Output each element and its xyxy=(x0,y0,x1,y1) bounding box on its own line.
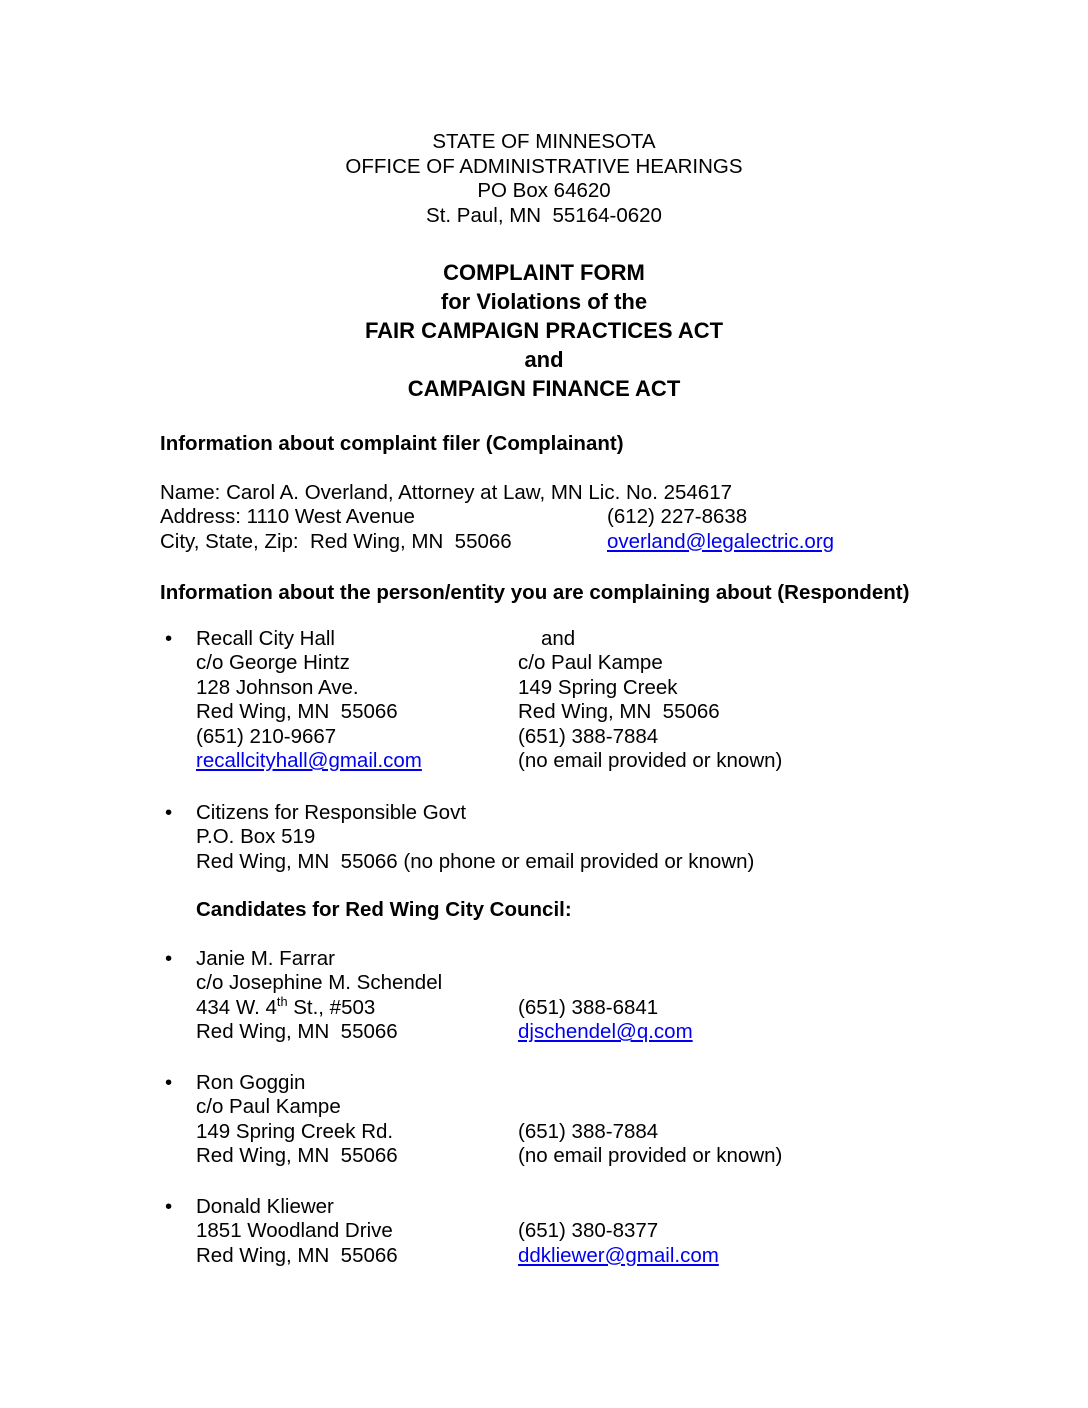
complainant-info xyxy=(160,481,1068,555)
citizens-row-name xyxy=(196,801,1068,826)
goggin-name: Ron Goggin xyxy=(196,1070,306,1094)
recall-street-right: 149 Spring Creek xyxy=(518,675,678,699)
goggin-row-care-of xyxy=(196,1095,1068,1120)
citizens-row-po-box xyxy=(196,825,1068,850)
farrar-street xyxy=(196,993,376,1019)
complainant-section-heading: Information about complaint filer (Complainant) xyxy=(160,432,624,455)
and-connector: and xyxy=(541,626,576,650)
citizens-row-city xyxy=(196,850,1068,875)
title-line-fair-campaign: FAIR CAMPAIGN PRACTICES ACT xyxy=(364,318,724,343)
recall-row-phone xyxy=(196,725,1068,750)
goggin-street: 149 Spring Creek Rd. xyxy=(196,1119,394,1143)
farrar-street-number: 434 W. 4 xyxy=(196,995,277,1019)
kliewer-row-street xyxy=(196,1219,1068,1244)
goggin-row-name xyxy=(196,1071,1068,1096)
bullet-icon: • xyxy=(165,800,173,824)
recall-row-name xyxy=(196,627,1068,652)
recall-email-note: (no email provided or known) xyxy=(518,749,783,772)
recall-city-right: Red Wing, MN 55066 xyxy=(518,700,720,723)
complainant-city-row xyxy=(160,530,1068,555)
bullet-icon: • xyxy=(165,1194,173,1218)
recall-care-of-left: c/o George Hintz xyxy=(196,651,350,674)
form-body xyxy=(160,432,1068,1268)
kliewer-street: 1851 Woodland Drive xyxy=(196,1219,393,1242)
recall-row-email xyxy=(196,749,1068,774)
kliewer-phone: (651) 380-8377 xyxy=(518,1219,659,1242)
goggin-phone: (651) 388-7884 xyxy=(518,1119,659,1143)
respondent-section-heading: Information about the person/entity you are complaining about (Respondent) xyxy=(160,581,910,604)
recall-street-left: 128 Johnson Ave. xyxy=(196,675,359,699)
respondent-recall-city-hall xyxy=(160,627,1068,774)
kliewer-row-name xyxy=(196,1195,1068,1220)
goggin-city: Red Wing, MN 55066 xyxy=(196,1144,398,1167)
letterhead-line-city-zip: St. Paul, MN 55164-0620 xyxy=(426,203,662,227)
respondent-farrar xyxy=(160,947,1068,1045)
recall-row-city xyxy=(196,700,1068,725)
recall-care-of-right: c/o Paul Kampe xyxy=(518,651,663,674)
citizens-po-box: P.O. Box 519 xyxy=(196,825,316,848)
letterhead-line-po-box: PO Box 64620 xyxy=(477,179,611,202)
farrar-email-link[interactable]: djschendel@q.com xyxy=(518,1020,693,1043)
goggin-care-of: c/o Paul Kampe xyxy=(196,1095,341,1118)
farrar-row-name xyxy=(196,947,1068,972)
farrar-city: Red Wing, MN 55066 xyxy=(196,1020,398,1043)
title-line-and: and xyxy=(524,347,564,372)
goggin-row-street xyxy=(196,1120,1068,1145)
farrar-phone: (651) 388-6841 xyxy=(518,995,659,1019)
candidates-subheading: Candidates for Red Wing City Council: xyxy=(196,898,572,921)
recall-phone-right: (651) 388-7884 xyxy=(518,724,659,748)
complainant-email-link[interactable]: overland@legalectric.org xyxy=(607,529,835,553)
complainant-address: Address: 1110 West Avenue xyxy=(160,505,415,528)
title-line-complaint-form: COMPLAINT FORM xyxy=(443,260,645,285)
title-line-campaign-finance: CAMPAIGN FINANCE ACT xyxy=(407,376,681,401)
respondent-goggin xyxy=(160,1071,1068,1169)
kliewer-row-city xyxy=(196,1244,1068,1269)
kliewer-city: Red Wing, MN 55066 xyxy=(196,1243,398,1267)
letterhead-line-agency-state: STATE OF MINNESOTA xyxy=(432,130,656,153)
complainant-city-state-zip: City, State, Zip: Red Wing, MN 55066 xyxy=(160,529,512,553)
farrar-street-ordinal: th xyxy=(276,993,288,1009)
farrar-row-care-of xyxy=(196,971,1068,996)
recall-row-care-of xyxy=(196,651,1068,676)
recall-city-left: Red Wing, MN 55066 xyxy=(196,700,398,723)
complainant-phone: (612) 227-8638 xyxy=(607,505,748,528)
respondent-kliewer xyxy=(160,1195,1068,1269)
farrar-street-rest: St., #503 xyxy=(287,995,376,1019)
recall-phone-left: (651) 210-9667 xyxy=(196,724,337,748)
complainant-address-row xyxy=(160,505,1068,530)
complainant-name: Name: Carol A. Overland, Attorney at Law, MN Lic. No. 254617 xyxy=(160,480,733,504)
recall-row-street xyxy=(196,676,1068,701)
letterhead xyxy=(0,0,1088,228)
title-line-for-violations: for Violations of the xyxy=(440,289,648,314)
bullet-icon: • xyxy=(165,626,173,650)
farrar-row-city xyxy=(196,1020,1068,1045)
document-title xyxy=(0,258,1088,403)
respondent-citizens-govt xyxy=(160,801,1068,875)
complainant-name-row xyxy=(160,481,1068,506)
goggin-email-note: (no email provided or known) xyxy=(518,1144,783,1167)
kliewer-name: Donald Kliewer xyxy=(196,1194,334,1218)
recall-org-name: Recall City Hall xyxy=(196,626,335,650)
goggin-row-city xyxy=(196,1144,1068,1169)
citizens-city-note: Red Wing, MN 55066 (no phone or email provided or known) xyxy=(196,849,755,873)
recall-email-link[interactable]: recallcityhall@gmail.com xyxy=(196,749,422,772)
bullet-icon: • xyxy=(165,946,173,970)
kliewer-email-link[interactable]: ddkliewer@gmail.com xyxy=(518,1243,719,1267)
citizens-org-name: Citizens for Responsible Govt xyxy=(196,800,467,824)
farrar-care-of: c/o Josephine M. Schendel xyxy=(196,971,443,994)
letterhead-line-agency-office: OFFICE OF ADMINISTRATIVE HEARINGS xyxy=(345,154,743,178)
farrar-row-street xyxy=(196,993,1068,1021)
bullet-icon: • xyxy=(165,1070,173,1094)
farrar-name: Janie M. Farrar xyxy=(196,946,335,970)
